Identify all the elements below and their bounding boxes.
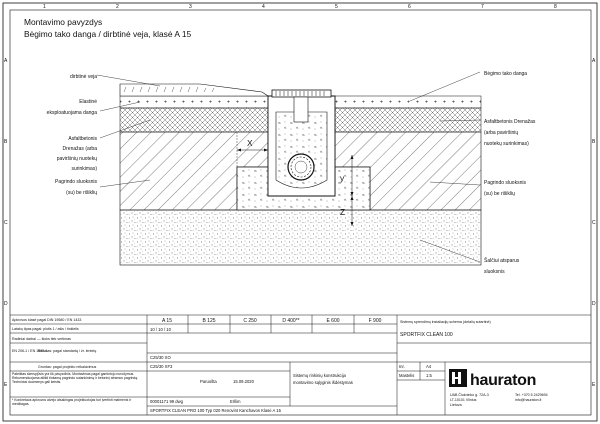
class-c250: C 250 (243, 318, 257, 324)
channel-grate (272, 90, 331, 97)
right-header: Sistemų sprendimų instaliacijų schema (detalių sutartinė) (400, 320, 491, 324)
row-markers-left (4, 58, 8, 388)
col-marker-7: 7 (481, 4, 484, 10)
sheet-note-1: Sistemų rinkinių konstrukcija (293, 373, 346, 378)
elastic-layer-left (120, 96, 268, 108)
footer-notes-left (12, 318, 146, 414)
col-marker-6: 6 (408, 4, 411, 10)
note-channel-type: Latakų tipas pagal: plotis 1 / ašis / tinklelis (12, 327, 79, 331)
note-works: Radiniai darbai — šioks tiek vertimas (12, 337, 71, 341)
class-a15: A 15 (161, 318, 173, 324)
product-name: SPORTFIX CLEAN 100 (400, 332, 453, 338)
label-asphalt-3: paviršinių nuotekų (56, 156, 97, 162)
row-markers-right (592, 58, 596, 388)
brand-name: hauraton (470, 372, 537, 389)
label-elastic-1: Elastinė (79, 99, 97, 105)
contact-block (450, 392, 548, 407)
col-marker-2: 2 (116, 4, 119, 10)
note-ground: Gruntas: pagal projekto reikalavimus (38, 365, 97, 369)
address-line-1: UAB Čiukninko g. 72A-3 (450, 393, 489, 397)
artificial-turf-left (120, 84, 268, 96)
label-track-surface: Bėgimo tako danga (484, 71, 528, 77)
label-asphalt-1: Asfaltbetonis (68, 136, 97, 142)
contact-email: info@hauraton.lt (515, 398, 542, 402)
format-value: A4 (426, 364, 432, 369)
note-concrete: Betonas: pagal standartą / žr. lentelę (38, 349, 97, 353)
note-designer: * Konkretaus apkrovos atvejo atsakingas projektuotojas turi įvertinti matmenis ir medžiagas. (12, 398, 132, 406)
load-classes (162, 318, 382, 324)
drawn-date: 15.09.2020 (233, 379, 254, 384)
note-load-class: Apkrovos klasė pagal DIN 19580 / EN 1433 (12, 318, 82, 322)
drawing-subtitle: Bėgimo tako danga / dirbtinė veja, klasė A 15 (24, 29, 192, 39)
labels-left (47, 74, 98, 196)
column-markers-top (43, 4, 557, 10)
value-concrete-1: C25/30 XO (150, 355, 171, 360)
value-dimensions: 10 / 10 / 10 (150, 327, 171, 332)
drawing-title: Montavimo pavyzdys (24, 17, 103, 27)
row-marker-a: A (4, 58, 8, 64)
dimension-x: X (247, 138, 253, 148)
cross-section (120, 84, 481, 265)
col-marker-3: 3 (189, 4, 192, 10)
row-marker-e: E (4, 382, 8, 388)
frost-resistant-layer (120, 210, 481, 265)
label-r-base-2: (su) be rišiklių (484, 191, 515, 197)
format-label: Inr. (399, 364, 405, 369)
label-base-1: Pagrindo sluoksnis (55, 179, 97, 185)
address-line-3: Lietuva (450, 403, 462, 407)
col-marker-1: 1 (43, 4, 46, 10)
class-b125: B 125 (202, 318, 216, 324)
label-r-asphalt-2: (arba paviršinių (484, 130, 519, 136)
note-standards: EN 206-1 / EN 1992-1 (12, 349, 48, 353)
label-artificial-turf: dirbtinė veja (70, 74, 97, 80)
col-marker-4: 4 (262, 4, 265, 10)
value-concrete-2: C25/30 XF3 (150, 364, 173, 369)
dimension-z: Z (340, 207, 346, 217)
label-asphalt-2: Drenažas (arba (62, 146, 97, 152)
label-asphalt-4: surinkimas) (71, 166, 97, 172)
label-elastic-2: eksploatuojama danga (46, 110, 97, 116)
col-marker-8: 8 (554, 4, 557, 10)
row-marker-d: D (4, 301, 8, 307)
row-marker-b: B (4, 139, 8, 145)
contact-phone: Tel. +370 5 2429694 (515, 393, 548, 397)
sheet-note-2: montavimo sąlyginis išdėstymas (293, 380, 353, 385)
row-marker-b-right: B (592, 139, 596, 145)
doc-number: 00001171 99 dwg (150, 399, 183, 404)
asphalt-layer-left (120, 108, 268, 132)
row-marker-d-right: D (592, 301, 596, 307)
row-marker-e-right: E (592, 382, 596, 388)
track-surface-right (335, 96, 481, 108)
scale-value: 1:5 (426, 373, 432, 378)
class-d400: D 400** (282, 318, 300, 324)
drawn-label: Paruošta (200, 379, 217, 384)
note-disclaimer: Pateiktas skerspjūvis yra tik pavyzdinis. Montavimas pagal gamintojo nurodymus. Rekomenduojama atlikti tinkamą pagrindo sutankinimą ir betoninį atramos pagrindą. Techniniai duomenys gali keistis. (12, 372, 139, 384)
class-f900: F 900 (368, 318, 382, 324)
class-e600: E 600 (326, 318, 340, 324)
row-marker-a-right: A (592, 58, 596, 64)
col-marker-5: 5 (335, 4, 338, 10)
doc-status: Erllim (230, 399, 241, 404)
label-r-asphalt-3: nuotekų surinkimas) (484, 141, 529, 147)
address-line-2: LT-10101 Vilnius (450, 398, 477, 402)
label-frost-2: sluoksnis (484, 269, 505, 275)
dimension-y: y (340, 173, 345, 183)
label-frost-1: Šalčiui atsparus (484, 258, 520, 264)
label-r-asphalt-1: Asfaltbetonis Drenažas (484, 119, 536, 125)
doc-title: SPORTFIX CLEAN PRO 100 Typ 020 Renovint Kanchavos Klasė A 15 (150, 408, 281, 413)
label-r-base-1: Pagrindo sluoksnis (484, 180, 526, 186)
channel-slot (294, 97, 308, 122)
row-marker-c-right: C (592, 220, 596, 226)
scale-label: Mastelis (399, 373, 415, 378)
hauraton-logo (449, 369, 536, 389)
asphalt-layer-right (335, 108, 481, 132)
row-marker-c: C (4, 220, 8, 226)
label-base-2: (su) be rišiklių (66, 190, 97, 196)
labels-right (484, 71, 536, 275)
